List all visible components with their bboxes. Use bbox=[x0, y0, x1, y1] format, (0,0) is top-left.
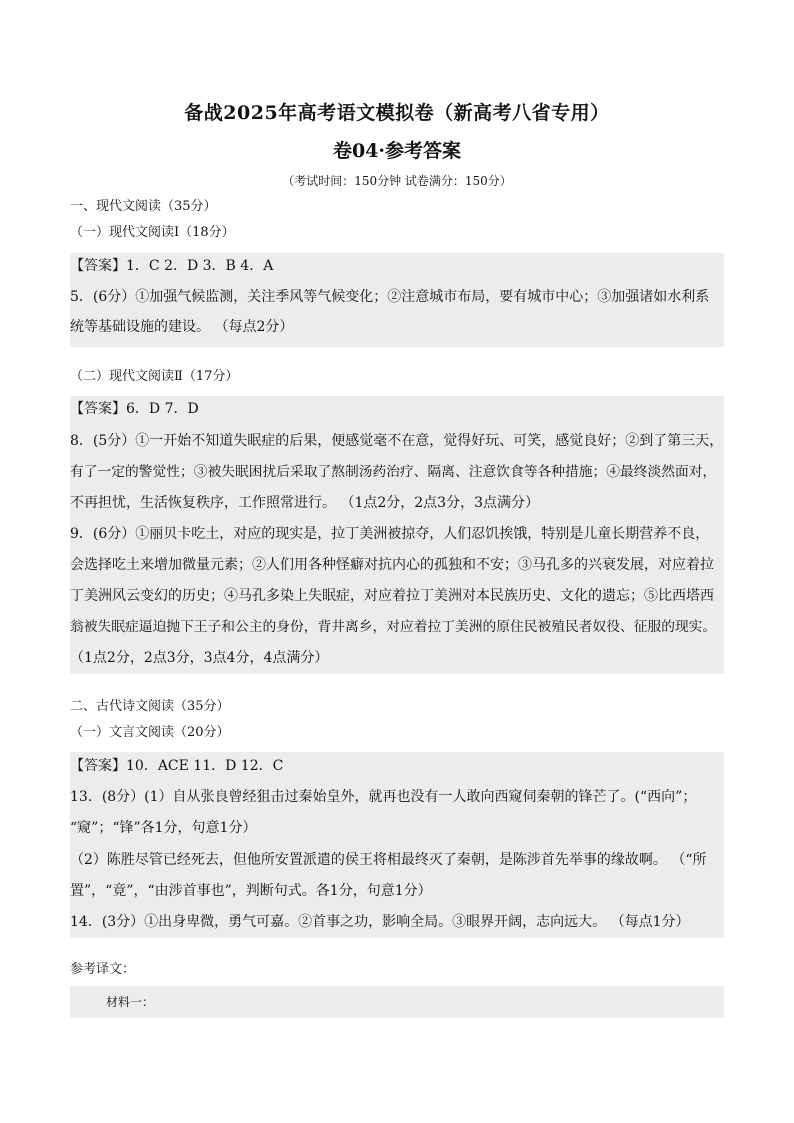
answer-q9-line4: 翁被失眠症逼迫抛下王子和公主的身份，背井离乡，对应着拉丁美洲的原住民被殖民者奴役、征服的现实。 bbox=[70, 619, 717, 635]
answer-q13-line2: “窥”；“锋”各1分，句意1分） bbox=[70, 820, 257, 836]
answer-line-q6-7: 【答案】6．D 7．D bbox=[70, 401, 199, 417]
answer-q5-line2: 统等基础设施的建设。 （每点2分） bbox=[70, 319, 294, 335]
answer-q9-line1: 9．(6分）①丽贝卡吃土，对应的现实是，拉丁美洲被掠夺，人们忍饥挨饿，特别是儿童长期营养不良， bbox=[70, 526, 710, 542]
answer-q8-line3: 不再担忧，生活恢复秩序，工作照常进行。 （1点2分，2点3分，3点满分） bbox=[70, 495, 539, 511]
subsection-heading-classical-prose: （一）文言文阅读（20分） bbox=[70, 725, 230, 740]
material-label: 材料一： bbox=[106, 995, 155, 1009]
answer-q9-line3: 丁美洲风云变幻的历史；④马孔多染上失眠症，对应着拉丁美洲对本民族历史、文化的遗忘；⑤比西塔西 bbox=[70, 588, 714, 604]
answer-q9-line5: （1点2分，2点3分，3点4分，4点满分） bbox=[70, 650, 329, 666]
answer-line-q10-12: 【答案】10．ACE 11．D 12．C bbox=[70, 758, 284, 774]
page-subtitle: 卷04·参考答案 bbox=[332, 140, 462, 162]
answer-q13-line3: （2）陈胜尽管已经死去，但他所安置派遣的侯王将相最终灭了秦朝，是陈涉首先举事的缘故啊。 （“所 bbox=[70, 852, 707, 868]
answer-q8-line1: 8．(5分）①一开始不知道失眠症的后果，便感觉毫不在意，觉得好玩、可笑，感觉良好；②到了第三天， bbox=[70, 433, 724, 449]
section-heading-modern-reading: 一、现代文阅读（35分） bbox=[70, 199, 217, 214]
answer-q9-line2: 会选择吃土来增加微量元素；②人们用各种怪癖对抗内心的孤独和不安；③马孔多的兴衰发展，对应着拉 bbox=[70, 557, 714, 573]
exam-info: （考试时间：150分钟 试卷满分：150分） bbox=[282, 174, 512, 188]
answer-q5-line1: 5．(6分）①加强气候监测，关注季风等气候变化；②注意城市布局，要有城市中心；③加强诸如水利系 bbox=[70, 289, 710, 305]
translation-label: 参考译文： bbox=[70, 962, 136, 977]
answer-q13-line4: 置”，“竟”，“由涉首事也”，判断句式。各1分，句意1分） bbox=[70, 883, 432, 899]
answer-line-q1-4: 【答案】1．C 2．D 3．B 4．A bbox=[70, 258, 274, 274]
answer-q8-line2: 有了一定的警觉性；③被失眠困扰后采取了熬制汤药治疗、隔离、注意饮食等各种措施；④最终淡然面对， bbox=[70, 464, 717, 480]
subsection-heading-modern-reading-2: （二）现代文阅读Ⅱ（17分） bbox=[70, 369, 239, 384]
subsection-heading-modern-reading-1: （一）现代文阅读Ⅰ（18分） bbox=[70, 225, 235, 240]
section-heading-classical-reading: 二、古代诗文阅读（35分） bbox=[70, 699, 230, 714]
page-title: 备战2025年高考语文模拟卷（新高考八省专用） bbox=[184, 102, 610, 124]
answer-q14: 14．(3分）①出身卑微，勇气可嘉。②首事之功，影响全局。③眼界开阔，志向远大。 （每点1分） bbox=[70, 914, 690, 930]
answer-q13-line1: 13．(8分）(1）自从张良曾经狙击过秦始皇外，就再也没有一人敢向西窥伺秦朝的锋芒了。(“西向”； bbox=[70, 789, 697, 805]
